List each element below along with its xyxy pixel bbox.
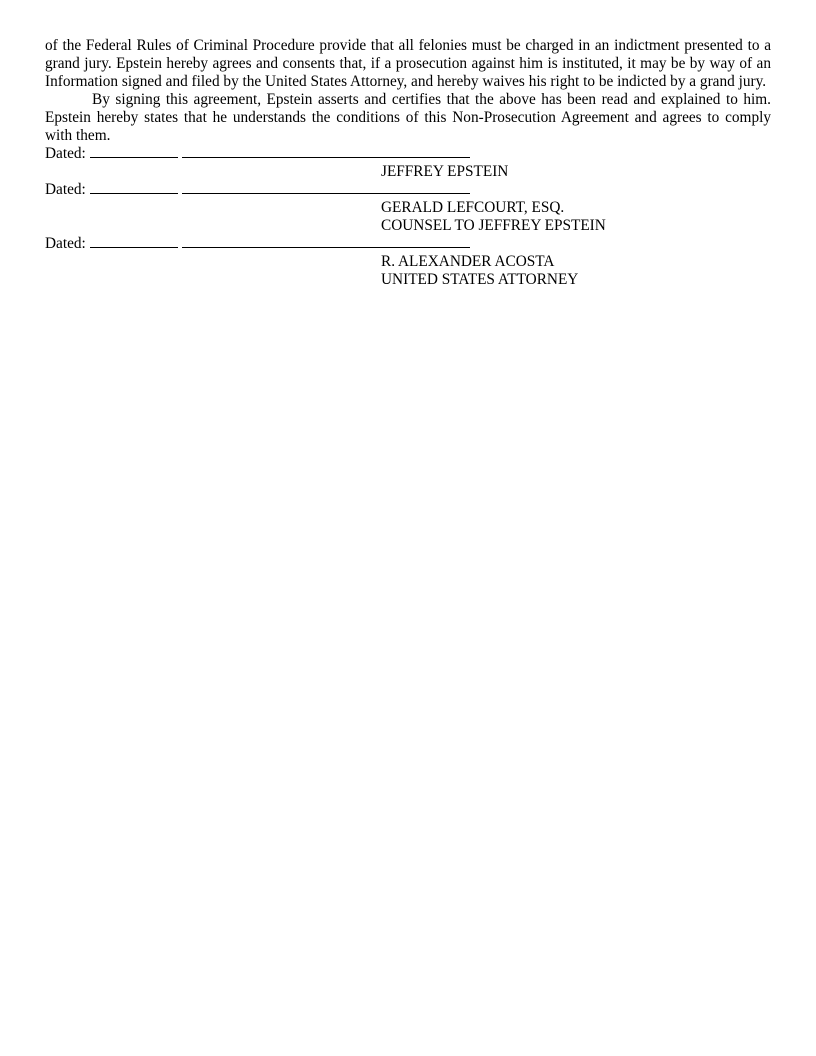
dated-row xyxy=(45,145,771,163)
signature-blank-line xyxy=(182,181,470,194)
paragraph-grand-jury-waiver: of the Federal Rules of Criminal Procedure provide that all felonies must be charged in an indictment presented to a grand jury. Epstein hereby agrees and consents that, if a prosecution against him is instituted, it may be by way of an Information signed and filed by the United States Attorney, and hereby waives his right to be indicted by a grand jury. xyxy=(45,37,771,90)
dated-label: Dated: xyxy=(45,235,86,252)
paragraph-certification: By signing this agreement, Epstein asserts and certifies that the above has been read and explained to him. Epstein hereby states that he understands the conditions of this Non-Prosecution Agreement and agrees to comply with them. xyxy=(45,91,771,144)
signer-title: UNITED STATES ATTORNEY xyxy=(381,271,579,288)
date-blank-line xyxy=(90,181,178,194)
signer-name: GERALD LEFCOURT, ESQ. xyxy=(381,199,565,216)
signer-title: COUNSEL TO JEFFREY EPSTEIN xyxy=(381,217,606,234)
dated-label: Dated: xyxy=(45,145,86,162)
signature-block-acosta xyxy=(45,235,771,289)
signature-blank-line xyxy=(182,235,470,248)
date-blank-line xyxy=(90,235,178,248)
signature-block-lefcourt xyxy=(45,181,771,235)
dated-row xyxy=(45,181,771,199)
dated-label: Dated: xyxy=(45,181,86,198)
signature-blank-line xyxy=(182,145,470,158)
dated-row xyxy=(45,235,771,253)
signature-block-epstein xyxy=(45,145,771,181)
signer-name: JEFFREY EPSTEIN xyxy=(381,163,509,180)
document-page xyxy=(45,37,771,289)
signer-name: R. ALEXANDER ACOSTA xyxy=(381,253,555,270)
date-blank-line xyxy=(90,145,178,158)
